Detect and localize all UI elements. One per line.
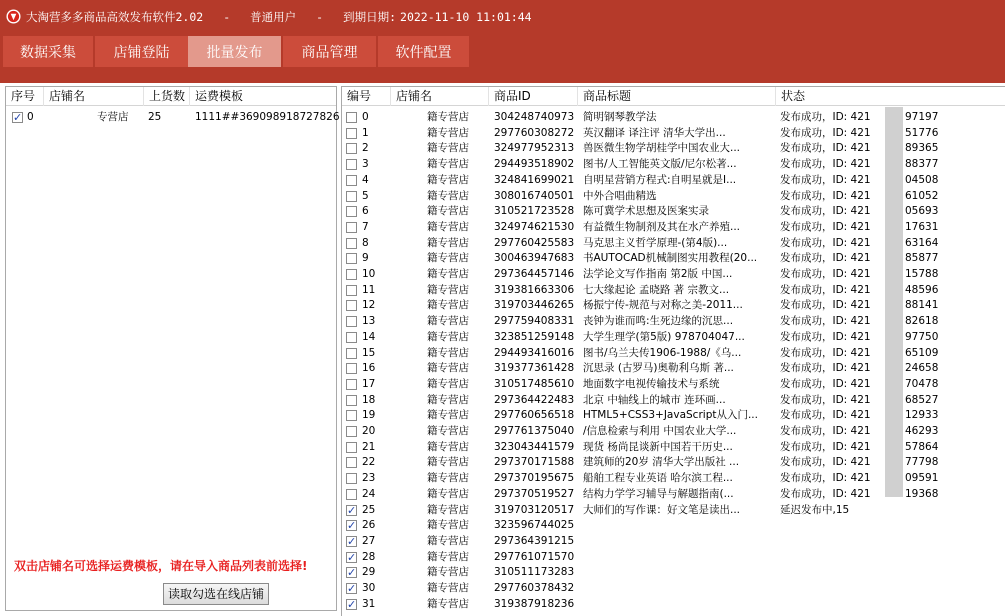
product-row-no: 21 [362, 440, 376, 453]
product-row-shop: 籍专营店 [427, 487, 469, 500]
product-row-id-tail: 89365 [905, 142, 939, 155]
product-row-checkbox[interactable] [346, 489, 357, 500]
product-row-id: 310521723528 [494, 205, 575, 218]
product-row-checkbox[interactable] [346, 457, 357, 468]
product-row-status: 发布成功，ID: 421 [780, 111, 871, 123]
col-product-shop[interactable]: 店铺名 [391, 87, 489, 106]
product-row-no: 18 [362, 393, 376, 406]
product-row-id: 323043441579 [494, 440, 575, 453]
col-shipping-template[interactable]: 运费模板 [195, 89, 244, 103]
product-row-checkbox[interactable] [346, 599, 357, 610]
product-row-status: 发布成功，ID: 421 [780, 440, 871, 453]
product-row-shop: 籍专营店 [427, 189, 469, 202]
col-index[interactable]: 序号 [6, 87, 44, 106]
product-row-id: 297364391215 [494, 534, 575, 547]
product-row-id-tail: 97750 [905, 330, 939, 343]
product-row-no: 3 [362, 158, 369, 171]
tab-batch-publish[interactable]: 批量发布 [188, 36, 281, 67]
col-product-id[interactable]: 商品ID [489, 87, 578, 106]
product-row-id-tail: 85877 [905, 252, 939, 265]
product-row-title: 图书/人工智能英文版/尼尔松著... [583, 158, 737, 171]
product-row-checkbox[interactable] [346, 426, 357, 437]
product-row-status: 发布成功，ID: 421 [780, 158, 871, 171]
product-row-checkbox[interactable] [346, 363, 357, 374]
product-row-no: 28 [362, 550, 376, 563]
product-row-id: 324841699021 [494, 173, 575, 186]
product-row[interactable] [342, 346, 1005, 362]
tab-shop-login[interactable]: 店铺登陆 [95, 36, 188, 67]
product-row-shop: 籍专营店 [427, 205, 469, 218]
product-row-id-tail: 09591 [905, 472, 939, 485]
product-row[interactable] [342, 424, 1005, 440]
product-row[interactable] [342, 283, 1005, 299]
product-row-no: 16 [362, 362, 376, 375]
product-row-no: 4 [362, 173, 369, 186]
col-shop-name[interactable]: 店铺名 [44, 87, 144, 106]
product-row-title: 北京 中轴线上的城市 连环画... [583, 393, 726, 406]
product-row-checkbox[interactable] [346, 112, 357, 123]
product-row-title: 马克思主义哲学原理-(第4版)... [583, 236, 728, 249]
product-row-shop: 籍专营店 [427, 519, 469, 532]
product-row-no: 27 [362, 534, 376, 547]
product-row[interactable] [342, 565, 1005, 581]
product-row-status: 发布成功，ID: 421 [780, 142, 871, 155]
product-row-no: 15 [362, 346, 376, 359]
product-row-shop: 籍专营店 [427, 425, 469, 437]
product-row-id: 324977952313 [494, 142, 575, 155]
product-table-header [342, 87, 1005, 106]
product-row[interactable] [342, 581, 1005, 597]
product-row-status: 发布成功，ID: 421 [780, 315, 871, 328]
product-row-checkbox[interactable] [346, 473, 357, 484]
product-row-title: 陈可冀学术思想及医案实录 [583, 205, 709, 218]
product-row-title: 法学论文写作指南 第2版 中国... [583, 268, 733, 280]
app-title: 大淘营多多商品高效发布软件2.02 [26, 9, 204, 24]
product-row-checkbox[interactable] [346, 316, 357, 327]
product-row-checkbox[interactable] [346, 583, 357, 594]
product-row-id-tail: 24658 [905, 362, 939, 375]
product-row-no: 29 [362, 566, 376, 579]
product-row[interactable] [342, 503, 1005, 519]
product-row-shop: 籍专营店 [427, 236, 469, 249]
product-row-checkbox[interactable] [346, 395, 357, 406]
product-row-checkbox[interactable] [346, 442, 357, 453]
product-row-shop: 籍专营店 [427, 409, 469, 422]
product-row-shop: 籍专营店 [427, 440, 469, 453]
product-row-shop: 籍专营店 [427, 377, 469, 390]
product-row-id: 297370195675 [494, 472, 575, 485]
tab-product-management[interactable]: 商品管理 [283, 36, 376, 67]
product-row-id: 319377361428 [494, 362, 575, 375]
product-row-id-tail: 57864 [905, 440, 939, 453]
product-row[interactable] [342, 298, 1005, 314]
product-row-id: 319703120517 [494, 503, 575, 516]
product-row-no: 17 [362, 377, 376, 390]
product-row-no: 11 [362, 283, 376, 296]
product-row-shop: 籍专营店 [427, 330, 469, 343]
product-row-status: 发布成功，ID: 421 [780, 205, 871, 218]
product-row-id: 310517485610 [494, 377, 575, 390]
product-row-status: 发布成功，ID: 421 [780, 299, 871, 312]
product-row-id-tail: 88141 [905, 299, 939, 312]
product-row-status: 发布成功，ID: 421 [780, 173, 871, 186]
product-row[interactable] [342, 597, 1005, 613]
product-row-no: 13 [362, 315, 376, 328]
product-row-no: 7 [362, 220, 369, 233]
product-row[interactable] [342, 189, 1005, 205]
product-row-id-tail: 48596 [905, 283, 939, 296]
product-row-id-tail: 51776 [905, 126, 939, 139]
product-row-checkbox[interactable] [346, 191, 357, 202]
col-product-title[interactable]: 商品标题 [578, 87, 776, 106]
product-row-checkbox[interactable] [346, 379, 357, 390]
product-row[interactable] [342, 393, 1005, 409]
product-row-title: 简明钢琴教学法 [583, 111, 657, 123]
product-row-status: 发布成功，ID: 421 [780, 362, 871, 375]
product-row-title: 现货 杨尚昆谈新中国若干历史... [583, 440, 733, 453]
product-row-id: 297364422483 [494, 393, 575, 406]
product-row-status: 发布成功，ID: 421 [780, 456, 871, 469]
product-row-id: 308016740501 [494, 189, 575, 202]
product-row-no: 8 [362, 236, 369, 249]
product-row-no: 2 [362, 142, 369, 155]
product-row-id-tail: 12933 [905, 409, 939, 422]
product-row-no: 19 [362, 409, 376, 422]
product-row-title: HTML5+CSS3+JavaScript从入门... [583, 409, 758, 422]
separator-2: - [316, 9, 324, 24]
user-type: 普通用户 [250, 9, 297, 24]
product-row-id: 297370171588 [494, 456, 575, 469]
product-row-title: 建筑师的20岁 清华大学出版社 ... [583, 456, 740, 469]
product-row[interactable] [342, 408, 1005, 424]
product-row-no: 12 [362, 299, 376, 312]
product-row-id: 297760378432 [494, 582, 575, 594]
product-row-id: 294493416016 [494, 346, 575, 359]
product-row-no: 6 [362, 205, 369, 218]
product-row-checkbox[interactable] [346, 159, 357, 170]
product-row-checkbox[interactable] [346, 285, 357, 296]
product-row-id: 297370519527 [494, 487, 575, 500]
product-row-id: 323596744025 [494, 519, 575, 532]
product-row-shop: 籍专营店 [427, 582, 469, 594]
product-row-id-tail: 15788 [905, 268, 939, 280]
product-row-shop: 籍专营店 [427, 220, 469, 233]
product-row-no: 30 [362, 582, 376, 594]
separator-1: - [223, 9, 231, 24]
product-row-id: 300463947683 [494, 252, 575, 265]
product-row-shop: 籍专营店 [427, 111, 469, 123]
product-row-id-tail: 46293 [905, 425, 939, 437]
shop-row-checkbox[interactable] [12, 112, 23, 123]
product-row-checkbox[interactable] [346, 300, 357, 311]
product-row-id-tail: 82618 [905, 315, 939, 328]
product-row-title: 大学生理学(第5版) 978704047... [583, 330, 745, 343]
product-row-id: 310511173283 [494, 566, 575, 579]
product-row-no: 25 [362, 503, 376, 516]
product-row-checkbox[interactable] [346, 536, 357, 547]
product-row-shop: 籍专营店 [427, 315, 469, 328]
product-row-shop: 籍专营店 [427, 346, 469, 359]
product-row[interactable] [342, 157, 1005, 173]
product-row-title: 船舶工程专业英语 哈尔滨工程... [583, 472, 733, 485]
product-row-shop: 籍专营店 [427, 534, 469, 547]
product-row-status: 发布成功，ID: 421 [780, 252, 871, 265]
product-row-checkbox[interactable] [346, 206, 357, 217]
product-row-status: 发布成功，ID: 421 [780, 283, 871, 296]
product-row-id-tail: 19368 [905, 487, 939, 500]
product-row-id: 297759408331 [494, 315, 575, 328]
main-content [0, 83, 1005, 616]
product-row-status: 发布成功，ID: 421 [780, 189, 871, 202]
shop-list-panel [5, 86, 340, 611]
product-row-shop: 籍专营店 [427, 393, 469, 406]
product-row-title: 七大缘起论 孟晓路 著 宗教文... [583, 283, 730, 296]
product-row-title: 大师们的写作课：好文笔是读出... [583, 503, 741, 516]
product-row-no: 26 [362, 519, 376, 532]
product-row-checkbox[interactable] [346, 552, 357, 563]
product-row-shop: 籍专营店 [427, 142, 469, 155]
product-row-status: 发布成功，ID: 421 [780, 472, 871, 485]
product-row-status: 延迟发布中,15 [780, 503, 850, 516]
shop-table-header [6, 87, 336, 106]
product-row-no: 14 [362, 330, 376, 343]
product-row-id-tail: 97197 [905, 111, 939, 123]
product-row-no: 9 [362, 252, 369, 265]
product-row-shop: 籍专营店 [427, 362, 469, 375]
product-row-title: 杨振宁传-规范与对称之美-2011... [583, 299, 743, 312]
product-row-status: 发布成功，ID: 421 [780, 220, 871, 233]
product-row-id-tail: 88377 [905, 158, 939, 171]
product-row-id: 304248740973 [494, 111, 575, 123]
product-row[interactable] [342, 173, 1005, 189]
product-row-title: 英汉翻译 译注评 清华大学出... [583, 126, 726, 139]
product-row-status: 发布成功，ID: 421 [780, 377, 871, 390]
product-row-title: 兽医微生物学胡桂学中国农业大... [583, 142, 741, 155]
product-row-checkbox[interactable] [346, 269, 357, 280]
product-row-no: 10 [362, 268, 376, 280]
product-row-title: 结构力学学习辅导与解题指南(... [583, 487, 734, 500]
product-row-checkbox[interactable] [346, 520, 357, 531]
product-row[interactable] [342, 110, 1005, 126]
tab-bar [0, 33, 1005, 83]
product-row-title: 丧钟为谁而鸣:生死边缘的沉思... [583, 315, 734, 328]
product-row-checkbox[interactable] [346, 332, 357, 343]
product-row-status: 发布成功，ID: 421 [780, 268, 871, 280]
product-row-no: 5 [362, 189, 369, 202]
tab-software-config[interactable]: 软件配置 [378, 36, 469, 67]
product-row-id-tail: 68527 [905, 393, 939, 406]
product-row-id: 297761071570 [494, 550, 575, 563]
product-row-id: 294493518902 [494, 158, 575, 171]
product-row[interactable] [342, 471, 1005, 487]
title-bar [0, 0, 1005, 33]
shop-row-template: 1111##369098918727826 [195, 111, 340, 123]
product-row[interactable] [342, 126, 1005, 142]
product-row-status: 发布成功，ID: 421 [780, 487, 871, 500]
product-row-status: 发布成功，ID: 421 [780, 236, 871, 249]
product-row-id-tail: 65109 [905, 346, 939, 359]
product-row-shop: 籍专营店 [427, 550, 469, 563]
product-list-panel [341, 86, 1005, 616]
product-row[interactable] [342, 220, 1005, 236]
product-row-id-tail: 05693 [905, 205, 939, 218]
product-row-no: 1 [362, 126, 369, 139]
product-row-checkbox[interactable] [346, 222, 357, 233]
product-row-shop: 籍专营店 [427, 158, 469, 171]
product-row-title: 书AUTOCAD机械制图实用教程(20... [583, 252, 758, 265]
product-row-id-tail: 61052 [905, 189, 939, 202]
product-row-id: 297760425583 [494, 236, 575, 249]
product-row-shop: 籍专营店 [427, 472, 469, 485]
col-no[interactable]: 编号 [342, 87, 391, 106]
product-row-id: 297761375040 [494, 425, 575, 437]
read-checked-shops-button[interactable]: 读取勾选在线店铺 [163, 583, 269, 605]
product-row[interactable] [342, 361, 1005, 377]
product-row[interactable] [342, 267, 1005, 283]
product-row[interactable] [342, 330, 1005, 346]
product-row-shop: 籍专营店 [427, 268, 469, 280]
product-row[interactable] [342, 534, 1005, 550]
product-row-id: 319387918236 [494, 597, 575, 610]
product-row-id: 319381663306 [494, 283, 575, 296]
product-row-checkbox[interactable] [346, 253, 357, 264]
product-row-title: 自明星营销方程式:自明星就是I... [583, 173, 737, 186]
expiry-label: 到期日期: [343, 9, 397, 24]
product-row-status: 发布成功，ID: 421 [780, 393, 871, 406]
tab-data-collection[interactable]: 数据采集 [3, 36, 93, 67]
product-row-id: 297760656518 [494, 409, 575, 422]
product-row-title: /信息检索与利用 中国农业大学... [583, 425, 737, 437]
product-row-no: 24 [362, 487, 376, 500]
product-row-id-tail: 17631 [905, 220, 939, 233]
product-row[interactable] [342, 236, 1005, 252]
product-row-title: 地面数字电视传输技术与系统 [583, 377, 720, 390]
product-row-shop: 籍专营店 [427, 283, 469, 296]
app-logo-icon [6, 9, 21, 24]
product-row[interactable] [342, 518, 1005, 534]
product-row[interactable] [342, 204, 1005, 220]
product-row[interactable] [342, 440, 1005, 456]
product-row-no: 22 [362, 456, 376, 469]
product-row-checkbox[interactable] [346, 175, 357, 186]
shop-row-name[interactable]: 专营店 [97, 111, 129, 123]
product-row[interactable] [342, 141, 1005, 157]
product-row-id-tail: 63164 [905, 236, 939, 249]
product-row-id: 297760308272 [494, 126, 575, 139]
hint-text: 双击店铺名可选择运费模板，请在导入商品列表前选择! [14, 559, 308, 573]
product-row-title: 有益微生物制剂及其在水产养殖... [583, 220, 741, 233]
product-row-no: 23 [362, 472, 376, 485]
product-row-shop: 籍专营店 [427, 566, 469, 579]
shop-row-count: 25 [148, 111, 162, 123]
product-row-status: 发布成功，ID: 421 [780, 409, 871, 422]
product-row[interactable] [342, 487, 1005, 503]
product-row-checkbox[interactable] [346, 348, 357, 359]
product-row-checkbox[interactable] [346, 128, 357, 139]
product-row-id: 319703446265 [494, 299, 575, 312]
product-row-shop: 籍专营店 [427, 597, 469, 610]
expiry-value: 2022-11-10 11:01:44 [400, 9, 532, 24]
product-row-shop: 籍专营店 [427, 503, 469, 516]
col-status[interactable]: 状态 [781, 89, 806, 103]
product-row-id-tail: 04508 [905, 173, 939, 186]
product-row-checkbox[interactable] [346, 567, 357, 578]
shop-row[interactable] [6, 110, 340, 126]
product-row-checkbox[interactable] [346, 505, 357, 516]
product-row-shop: 籍专营店 [427, 173, 469, 186]
product-row-checkbox[interactable] [346, 410, 357, 421]
product-row-id: 297364457146 [494, 268, 575, 280]
product-row-id-tail: 77798 [905, 456, 939, 469]
product-row-status: 发布成功，ID: 421 [780, 346, 871, 359]
product-row-title: 图书/乌兰夫传1906-1988/《乌... [583, 346, 742, 359]
product-row[interactable] [342, 377, 1005, 393]
product-row-checkbox[interactable] [346, 143, 357, 154]
product-row[interactable] [342, 314, 1005, 330]
product-row-no: 0 [362, 111, 369, 123]
product-row-title: 中外合唱曲精选 [583, 189, 657, 202]
product-row-status: 发布成功，ID: 421 [780, 126, 871, 139]
product-row-no: 31 [362, 597, 376, 610]
product-row-id: 323851259148 [494, 330, 575, 343]
product-row-shop: 籍专营店 [427, 126, 469, 139]
product-row[interactable] [342, 251, 1005, 267]
product-row-title: 沉思录 (古罗马)奥勒利乌斯 著... [583, 362, 734, 375]
col-upload-count[interactable]: 上货数 [144, 87, 190, 106]
product-row-status: 发布成功，ID: 421 [780, 425, 871, 437]
product-row-id-tail: 70478 [905, 377, 939, 390]
product-row[interactable] [342, 550, 1005, 566]
product-row-id: 324974621530 [494, 220, 575, 233]
shop-row-index: 0 [27, 111, 34, 123]
product-row-checkbox[interactable] [346, 238, 357, 249]
product-row-status: 发布成功，ID: 421 [780, 330, 871, 343]
product-row[interactable] [342, 455, 1005, 471]
product-row-no: 20 [362, 425, 376, 437]
product-row-shop: 籍专营店 [427, 456, 469, 469]
product-row-shop: 籍专营店 [427, 299, 469, 312]
product-row-shop: 籍专营店 [427, 252, 469, 265]
